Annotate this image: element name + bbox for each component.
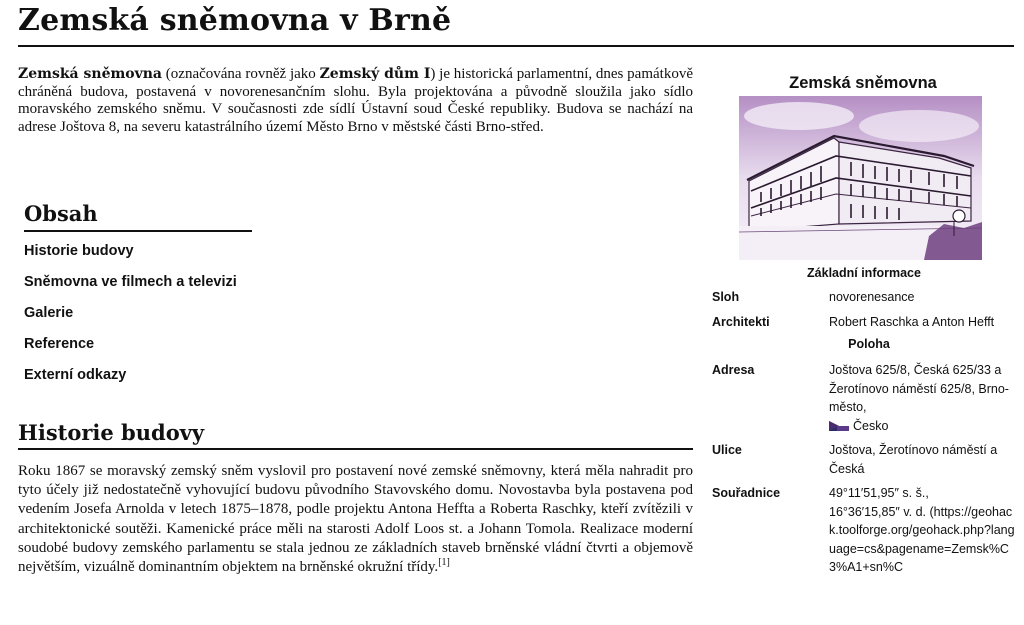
toc-item-galerie[interactable]: Galerie xyxy=(24,305,74,321)
intro-bold-alt-name: Zemský dům I xyxy=(319,66,431,82)
info-row-architekti xyxy=(712,313,1018,332)
toc-item-externi-odkazy[interactable]: Externí odkazy xyxy=(24,367,127,383)
history-text: Roku 1867 se moravský zemský sněm vyslovil pro postavení nové zemské sněmovny, která měla nahradit pro tyto účely již nedostatečně vyhovující budovu původního Stavovského domu. Novostavba byla postavena pod vedením Josefa Arnolda v letech 1875–1878, podle projektu Antona Heffta a Roberta Raschky, kteří zvítězili v architektonické soutěži. Kamenické práce měli na starosti Adolf Loos st. a Johann Tomola. Realizace moderní soudobé budovy zemského parlamentu se stala jednou ze základních staveb brněnské vládní čtvrti a objemově největším, vizuálně dominantním objektem na brněnské okružní třídy. xyxy=(18,463,693,576)
history-paragraph xyxy=(18,462,693,577)
info-value-sloh[interactable] xyxy=(829,288,1017,307)
info-row-ulice xyxy=(712,441,1018,478)
infobox-title: Zemská sněmovna xyxy=(789,74,937,92)
building-photo[interactable] xyxy=(739,96,982,260)
toc-title: Obsah xyxy=(24,201,98,226)
street-text: Joštova, Žerotínovo náměstí a Česká xyxy=(829,443,998,476)
info-label-adresa: Adresa xyxy=(712,363,755,377)
toc-item-reference[interactable]: Reference xyxy=(24,336,95,352)
toc-divider xyxy=(24,230,252,232)
info-label-ulice: Ulice xyxy=(712,443,742,457)
info-label-architekti: Architekti xyxy=(712,314,770,329)
info-value-ulice xyxy=(829,441,1017,478)
info-row-sloh xyxy=(712,288,1018,307)
info-row-adresa xyxy=(712,361,1018,435)
infobox xyxy=(706,68,1018,574)
coordinates-link[interactable]: 16°36′15,85″ v. d. (https://geohack.toolforge.org/geohack.php?language=cs&pagename=Zemsk%C3%A1+sn%C xyxy=(829,504,1015,574)
info-value-souradnice xyxy=(829,484,1017,577)
sloh-link[interactable]: novorenesance xyxy=(829,290,915,304)
coordinates-latitude: 49°11′51,95″ s. š., xyxy=(829,486,929,500)
intro-bold-name: Zemská sněmovna xyxy=(18,66,163,82)
page-title: Zemská sněmovna v Brně xyxy=(18,3,452,38)
table-of-contents xyxy=(24,200,252,391)
info-label-souradnice: Souřadnice xyxy=(712,486,781,500)
intro-paragraph xyxy=(18,66,693,136)
infobox-caption: Základní informace xyxy=(807,266,921,280)
toc-item-snemovna-ve-filmech[interactable]: Sněmovna ve filmech a televizi xyxy=(24,274,237,290)
infobox-rows xyxy=(712,288,1018,583)
reference-link-1[interactable]: [1] xyxy=(438,557,450,569)
country-link[interactable]: Česko xyxy=(853,418,889,433)
title-divider xyxy=(18,45,1014,47)
info-value-architekti xyxy=(829,313,1017,332)
czech-flag-icon xyxy=(829,421,849,431)
intro-text-1: (označována rovněž jako xyxy=(162,66,320,82)
infobox-subheading-poloha: Poloha xyxy=(848,337,890,351)
section-divider xyxy=(18,448,693,450)
address-text: Joštova 625/8, Česká 625/33 a Žerotínovo náměstí 625/8, Brno-město, xyxy=(829,363,1009,414)
toc-item-historie-budovy[interactable]: Historie budovy xyxy=(24,243,134,259)
building-image-icon xyxy=(739,96,982,260)
info-label-sloh: Sloh xyxy=(712,290,740,304)
info-row-souradnice xyxy=(712,484,1018,577)
info-value-adresa xyxy=(829,361,1017,435)
toc-list xyxy=(24,236,252,391)
intro-text-2: ) je historická parlamentní, dnes památkově chráněná budova, postavená v novorenesančním slohu. Byla projektována a původně sloužila jako sídlo moravského zemského sněmu. V současnosti zde sídlí Ústavní soud České republiky. Budova se nachází na adrese Joštova 8, na severu katastrálního území Město Brno v městské části Brno-střed. xyxy=(18,66,693,135)
section-title-historie: Historie budovy xyxy=(18,420,205,445)
architects-text[interactable]: Robert Raschka a Anton Hefft xyxy=(829,314,995,329)
